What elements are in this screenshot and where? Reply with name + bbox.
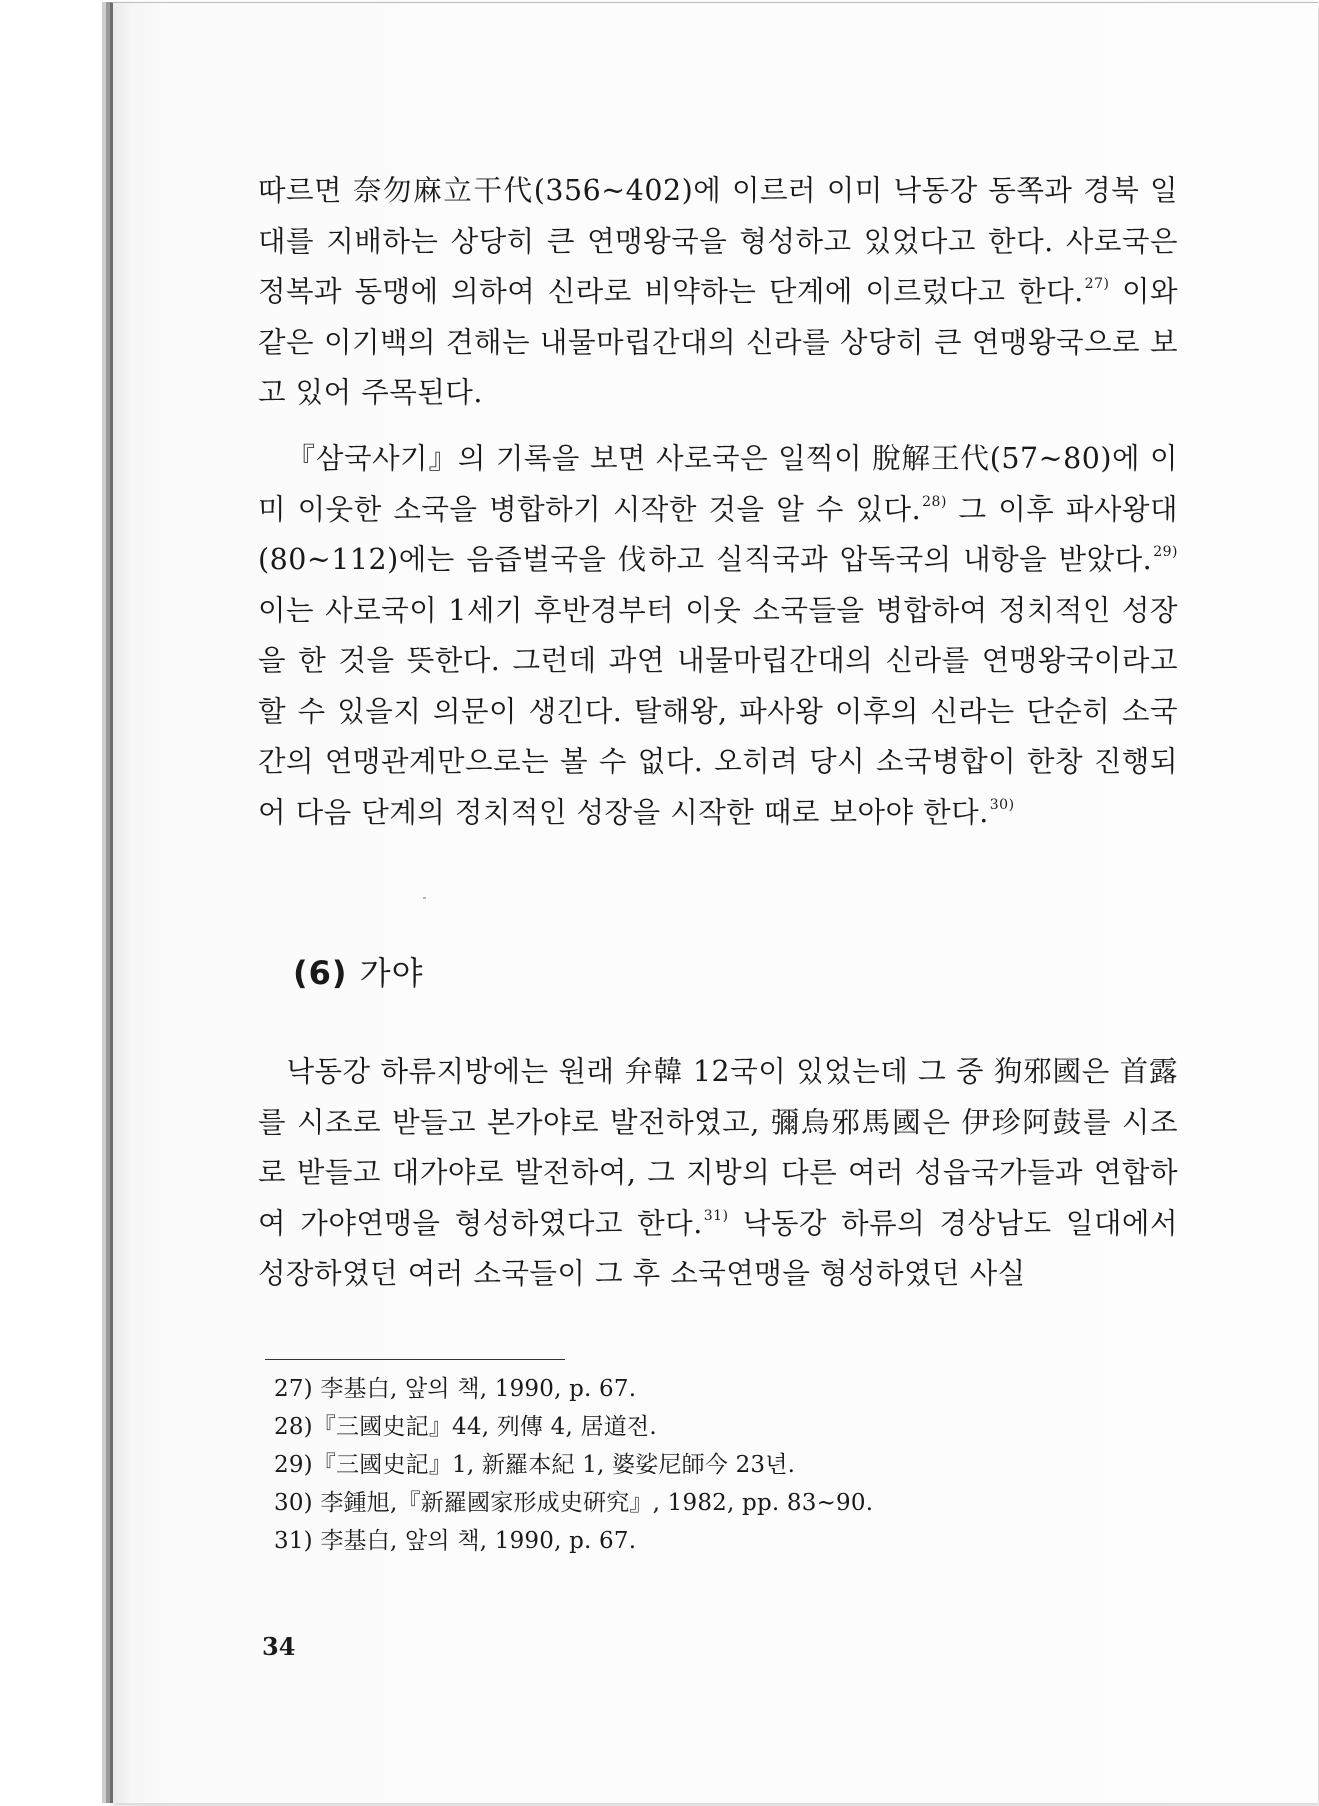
paragraph-samguk-sagi [258,434,1178,838]
paragraph-silla-alliance [258,166,1178,419]
paragraph-part-1: 낙동강 하류지방에는 원래 弁韓 12국이 있었는데 그 중 狗邪國은 首露를 시조로 받들고 본가야로 발전하였고, 彌烏邪馬國은 伊珍阿鼓를 시조로 받들고 대가야로 발전하여, 그 지방의 다른 여러 성읍국가들과 연합하여 가야연맹을 형성하였다고 한다. [258,1055,1178,1240]
footnote-ref-29: 29) [1153,544,1178,560]
footnote-31: 31) 李基白, 앞의 책, 1990, p. 67. [274,1528,637,1554]
footnote-28: 28)『三國史記』44, 列傳 4, 居道전. [274,1414,657,1440]
paragraph-part-2: 낙동강 하류의 경상남도 일대에서 성장하였던 여러 소국들이 그 후 소국연맹을 형성하였던 사실 [258,1206,1178,1290]
footnote-divider [265,1359,565,1360]
paragraph-text [258,434,1178,838]
footnote-30: 30) 李鍾旭,『新羅國家形成史硏究』, 1982, pp. 83~90. [274,1490,874,1516]
paragraph-body-continued: 이와 같은 이기백의 견해는 내물마립간대의 신라를 상당히 큰 연맹왕국으로 보고 있어 주목된다. [258,275,1178,409]
scan-speck [423,897,426,899]
section-heading [293,948,423,994]
footnote-ref-31: 31) [703,1207,729,1224]
paragraph-part-3: 이는 사로국이 1세기 후반경부터 이웃 소국들을 병합하여 정치적인 성장을 한 것을 뜻한다. 그런데 과연 내물마립간대의 신라를 연맹왕국이라고 할 수 있을지 의문이 생긴다. 탈해왕, 파사왕 이후의 신라는 단순히 소국 간의 연맹관계만으로는 볼 수 없다. 오히려 당시 소국병합이 한창 진행되어 다음 단계의 정치적인 성장을 시작한 때로 보아야 한다. [258,593,1178,829]
page-number: 34 [262,1632,296,1661]
section-number: (6) [293,954,348,992]
paragraph-text [258,166,1178,419]
paragraph-gaya [258,1047,1178,1300]
paragraph-part-2: 그 이후 파사왕대(80~112)에는 음즙벌국을 伐하고 실직국과 압독국의 내항을 받았다. [258,492,1178,576]
footnote-29: 29)『三國史記』1, 新羅本紀 1, 婆娑尼師今 23년. [274,1452,796,1478]
footnote-list [274,1370,873,1560]
paragraph-part-1: 『삼국사기』의 기록을 보면 사로국은 일찍이 脫解王代(57~80)에 이미 이웃한 소국을 병합하기 시작한 것을 알 수 있다. [258,442,1178,526]
paragraph-body: 따르면 奈勿麻立干代(356~402)에 이르러 이미 낙동강 동쪽과 경북 일대를 지배하는 상당히 큰 연맹왕국을 형성하고 있었다고 한다. 사로국은 정복과 동맹에 의하여 신라로 비약하는 단계에 이르렀다고 한다. [258,174,1178,308]
footnote-ref-28: 28) [922,493,947,510]
footnote-27: 27) 李基白, 앞의 책, 1990, p. 67. [274,1376,637,1402]
section-title: 가야 [359,954,424,992]
book-page-edge [106,2,109,1802]
footnote-ref-30: 30) [989,796,1015,813]
footnote-ref-27: 27) [1084,276,1110,292]
paragraph-text [258,1047,1178,1300]
